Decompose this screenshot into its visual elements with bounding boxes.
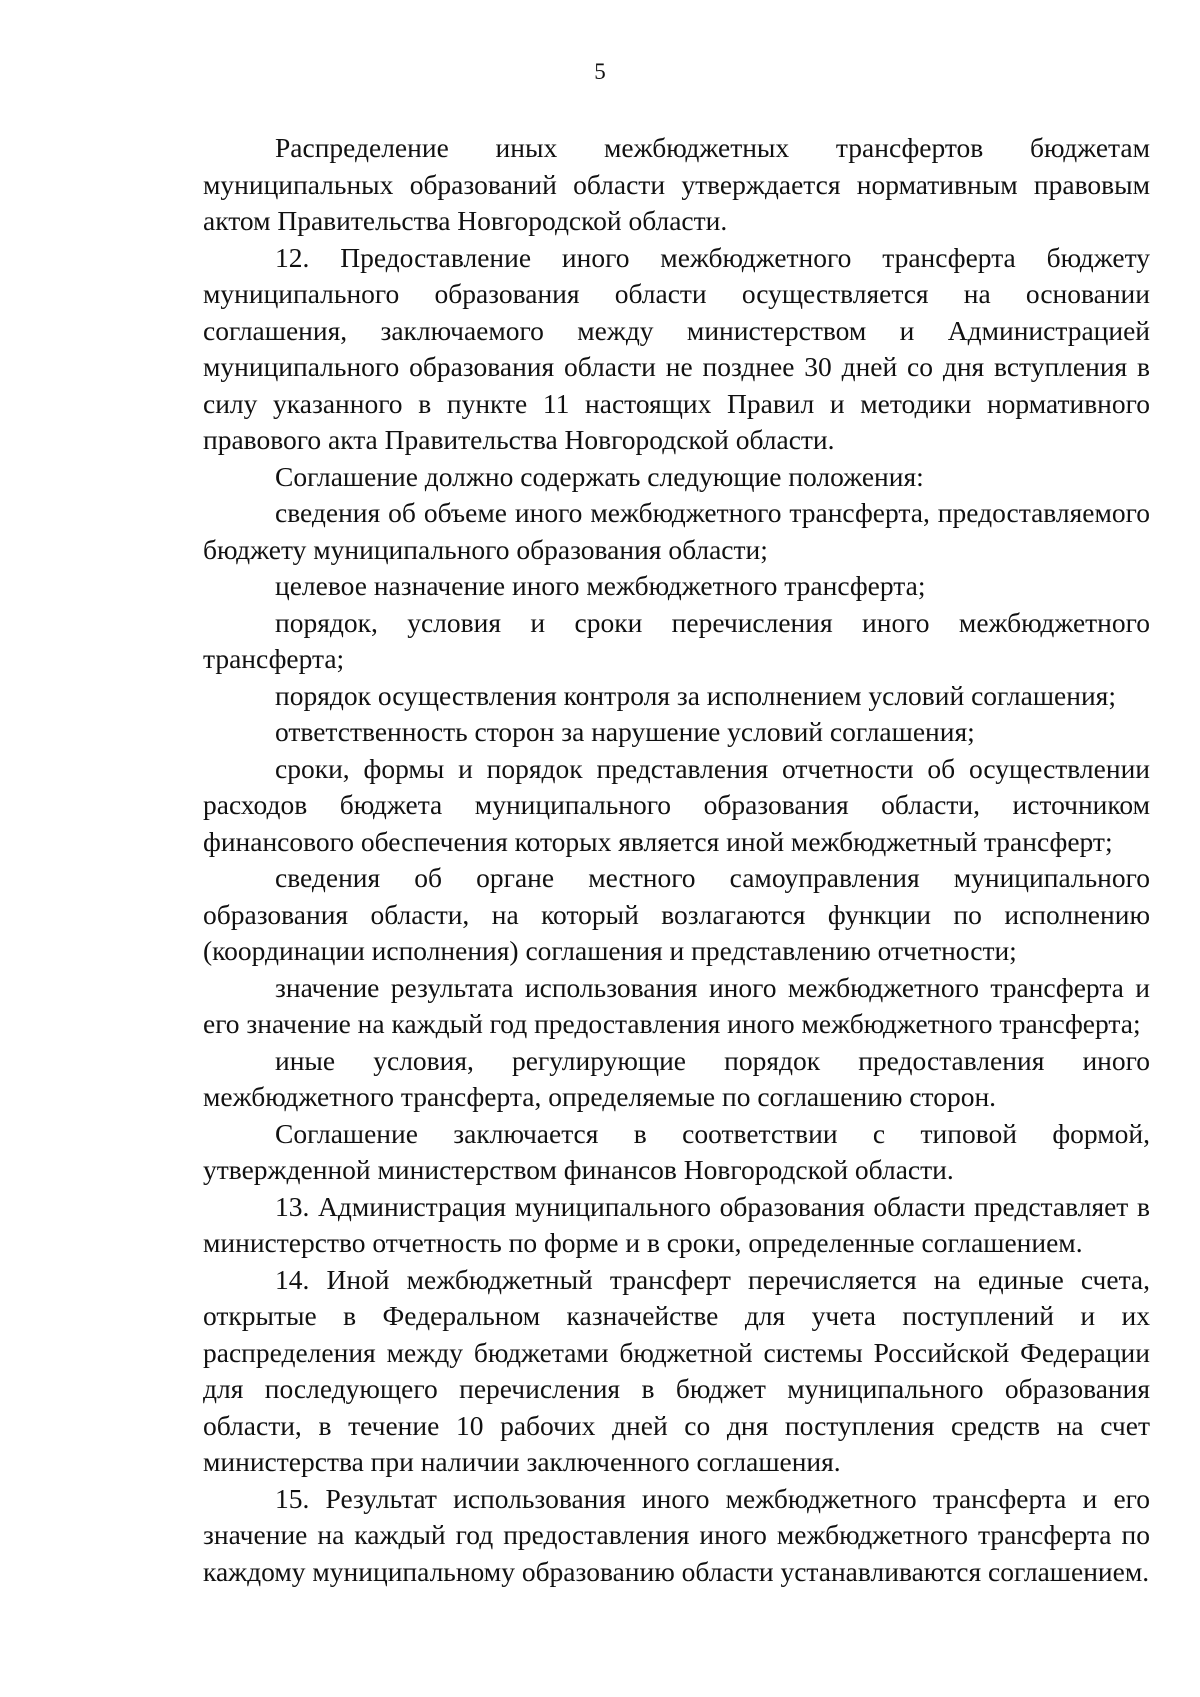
paragraph: 15. Результат использования иного межбюджетного трансферта и его значение на каждый год предоставления иного межбюджетного трансферта по каждому муниципальному образованию области устанавливаются соглашением. [203, 1482, 1150, 1587]
document-body [203, 130, 1150, 1590]
paragraph: 13. Администрация муниципального образования области представляет в министерство отчетность по форме и в сроки, определенные соглашением. [203, 1190, 1150, 1258]
paragraph: Распределение иных межбюджетных трансфертов бюджетам муниципальных образований области утверждается нормативным правовым актом Правительства Новгородской области. [203, 132, 1150, 236]
paragraph: иные условия, регулирующие порядок предоставления иного межбюджетного трансферта, определяемые по соглашению сторон. [203, 1044, 1150, 1112]
paragraph: целевое назначение иного межбюджетного трансферта; [275, 570, 926, 601]
page-number: 5 [594, 59, 606, 84]
paragraph: порядок осуществления контроля за исполнением условий соглашения; [275, 679, 1116, 711]
paragraph: сведения об органе местного самоуправления муниципального образования области, на который возлагаются функции по исполнению (координации исполнения) соглашения и представлению отчетности; [203, 862, 1150, 966]
paragraph: Соглашение должно содержать следующие положения: [275, 460, 924, 492]
paragraph: порядок, условия и сроки перечисления иного межбюджетного трансферта; [203, 606, 1150, 674]
paragraph: 14. Иной межбюджетный трансферт перечисляется на единые счета, открытые в Федеральном казначействе для учета поступлений и их распределения между бюджетами бюджетной системы Российской Федерации для последующего перечисления в бюджет муниципального образования области, в течение 10 рабочих дней со дня поступления средств на счет министерства при наличии заключенного соглашения. [203, 1263, 1150, 1477]
paragraph: сведения об объеме иного межбюджетного трансферта, предоставляемого бюджету муниципального образования области; [203, 497, 1150, 565]
paragraph: Соглашение заключается в соответствии с типовой формой, утвержденной министерством финансов Новгородской области. [203, 1117, 1150, 1185]
paragraph: 12. Предоставление иного межбюджетного трансферта бюджету муниципального образования области осуществляется на основании соглашения, заключаемого между министерством и Администрацией муниципального образования области не позднее 30 дней со дня вступления в силу указанного в пункте 11 настоящих Правил и методики нормативного правового акта Правительства Новгородской области. [203, 241, 1150, 455]
paragraph: значение результата использования иного межбюджетного трансферта и его значение на каждый год предоставления иного межбюджетного трансферта; [203, 971, 1150, 1039]
paragraph: ответственность сторон за нарушение условий соглашения; [275, 716, 975, 747]
paragraph: сроки, формы и порядок представления отчетности об осуществлении расходов бюджета муниципального образования области, источником финансового обеспечения которых является иной межбюджетный трансферт; [203, 752, 1150, 857]
